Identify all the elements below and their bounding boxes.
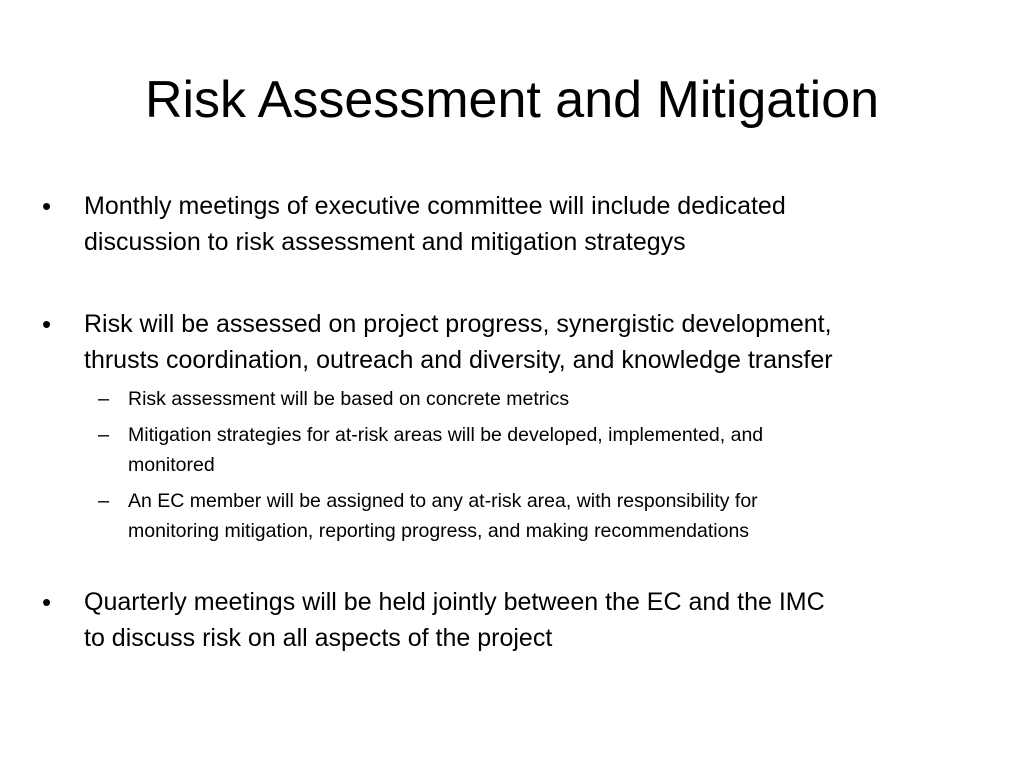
bullet-marker: • bbox=[42, 587, 52, 617]
sub-bullet-text-line: Risk assessment will be based on concrete metrics bbox=[128, 388, 570, 410]
sub-bullet-text-line: monitoring mitigation, reporting progress, and making recommendations bbox=[128, 520, 750, 542]
sub-bullet-marker: – bbox=[98, 490, 110, 512]
sub-bullet-text-line: Mitigation strategies for at-risk areas will be developed, implemented, and bbox=[128, 424, 764, 446]
bullet-marker: • bbox=[42, 309, 52, 339]
bullet-text-line: Risk will be assessed on project progress, synergistic development, bbox=[84, 310, 832, 338]
sub-bullet-text-line: An EC member will be assigned to any at-risk area, with responsibility for bbox=[128, 490, 758, 512]
sub-bullet-marker: – bbox=[98, 388, 110, 410]
bullet-text-line: discussion to risk assessment and mitigation strategys bbox=[84, 228, 686, 256]
bullet-text-line: Quarterly meetings will be held jointly between the EC and the IMC bbox=[84, 588, 825, 616]
sub-bullet-marker: – bbox=[98, 424, 110, 446]
bullet-text-line: thrusts coordination, outreach and diversity, and knowledge transfer bbox=[84, 346, 833, 374]
slide-title: Risk Assessment and Mitigation bbox=[144, 71, 880, 129]
bullet-text-line: Monthly meetings of executive committee will include dedicated bbox=[84, 192, 786, 220]
bullet-marker: • bbox=[42, 191, 52, 221]
bullet-text-line: to discuss risk on all aspects of the project bbox=[84, 624, 553, 652]
sub-bullet-text-line: monitored bbox=[128, 454, 215, 476]
